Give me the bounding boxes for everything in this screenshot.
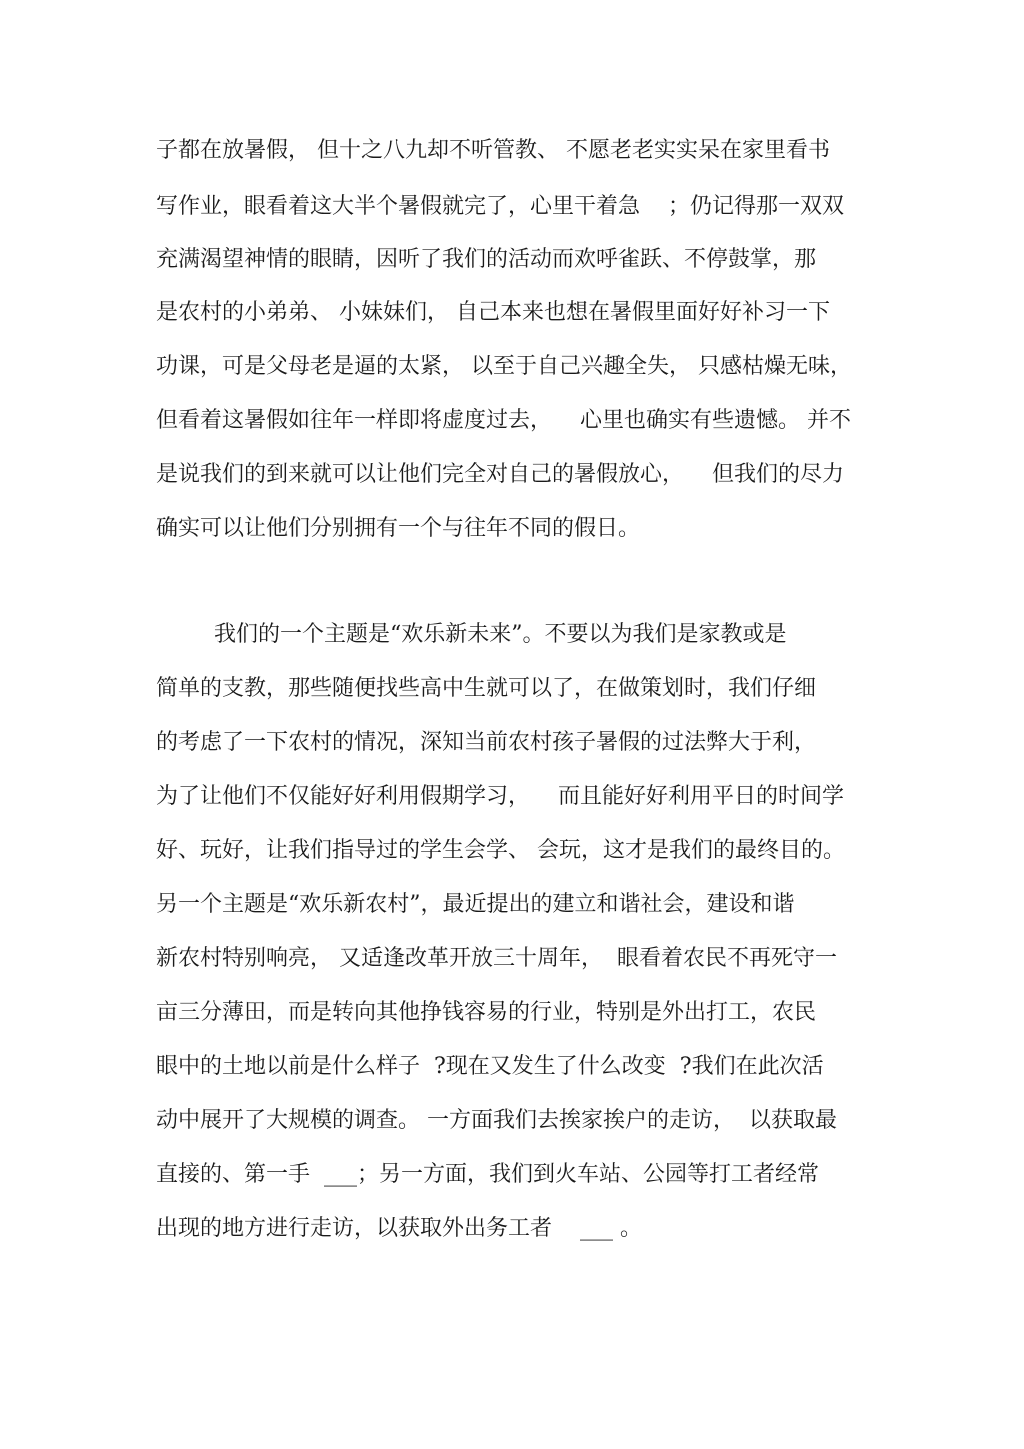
paragraph-2-line-1: 我们的一个主题是“欢乐新未来”。不要以为我们是家教或是 [214,622,787,647]
paragraph-2-line-7: 新农村特别响亮， 又适逢改革开放三十周年， 眼看着农民不再死守一 [156,946,837,971]
paragraph-1-line-3: 充满渴望神情的眼睛，因听了我们的活动而欢呼雀跃、不停鼓掌，那 [156,247,817,272]
paragraph-2-line-3: 的考虑了一下农村的情况，深知当前农村孩子暑假的过法弊大于利， [156,730,817,755]
paragraph-2-line-12: 出现的地方进行走访，以获取外出务工者 ___ 。 [156,1216,642,1241]
paragraph-2-line-5: 好、玩好，让我们指导过的学生会学、 会玩，这才是我们的最终目的。 [156,838,845,863]
paragraph-1-line-8: 确实可以让他们分别拥有一个与往年不同的假日。 [156,516,641,541]
paragraph-2-line-8: 亩三分薄田，而是转向其他挣钱容易的行业，特别是外出打工，农民 [156,1000,817,1025]
paragraph-2-line-10: 动中展开了大规模的调查。 一方面我们去挨家挨户的走访， 以获取最 [156,1108,837,1133]
paragraph-1-line-5: 功课，可是父母老是逼的太紧， 以至于自己兴趣全失， 只感枯燥无味， [156,354,852,379]
paragraph-1-line-7: 是说我们的到来就可以让他们完全对自己的暑假放心， 但我们的尽力 [156,462,844,487]
paragraph-2-line-6: 另一个主题是“欢乐新农村”，最近提出的建立和谐社会，建设和谐 [156,892,795,917]
paragraph-1-line-1: 子都在放暑假， 但十之八九却不听管教、 不愿老老实实呆在家里看书 [156,138,830,163]
paragraph-2-line-4: 为了让他们不仅能好好利用假期学习， 而且能好好利用平日的时间学 [156,784,844,809]
paragraph-1-line-4: 是农村的小弟弟、 小妹妹们， 自己本来也想在暑假里面好好补习一下 [156,300,830,325]
paragraph-2-line-2: 简单的支教，那些随便找些高中生就可以了，在做策划时，我们仔细 [156,676,817,701]
paragraph-2-line-11: 直接的、第一手 ___；另一方面，我们到火车站、公园等打工者经常 [156,1162,819,1187]
paragraph-1-line-6: 但看着这暑假如往年一样即将虚度过去， 心里也确实有些遗憾。 并不 [156,408,851,433]
paragraph-1-line-2: 写作业，眼看着这大半个暑假就完了，心里干着急 ；仍记得那一双双 [156,194,844,219]
paragraph-2-line-9: 眼中的土地以前是什么样子 ?现在又发生了什么改变 ?我们在此次活 [156,1054,824,1079]
